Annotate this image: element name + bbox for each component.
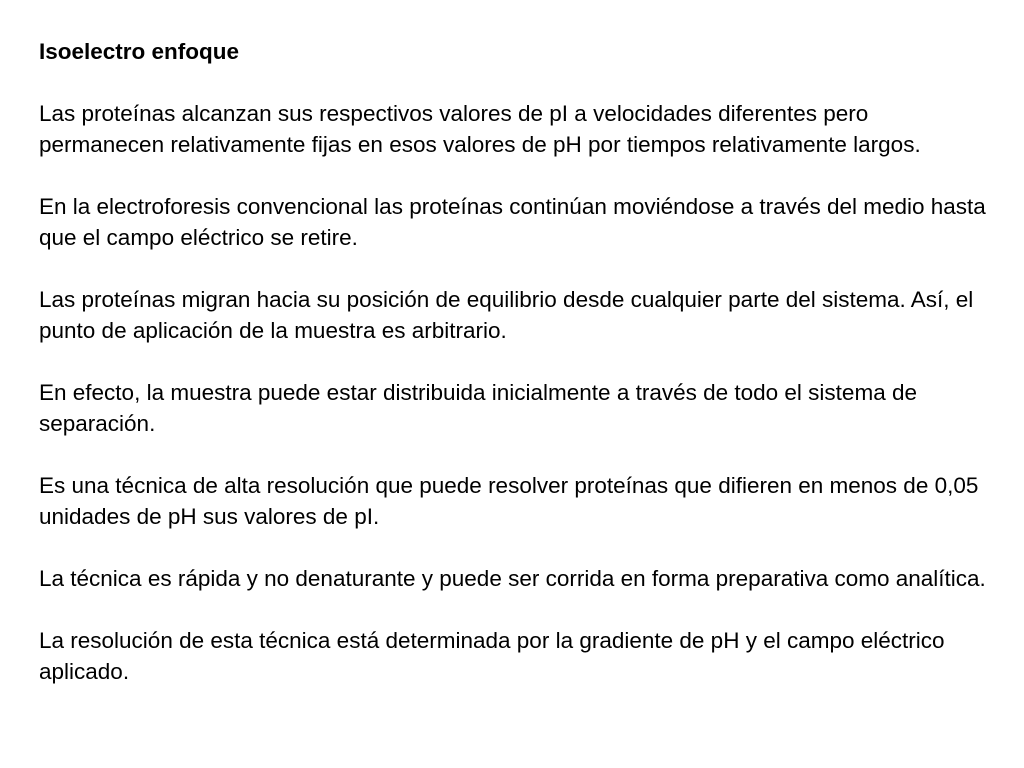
paragraph-4: En efecto, la muestra puede estar distribuida inicialmente a través de todo el sistema de separación. <box>39 380 917 436</box>
paragraph-2: En la electroforesis convencional las proteínas continúan moviéndose a través del medio hasta que el campo eléctrico se retire. <box>39 194 986 250</box>
paragraph-3: Las proteínas migran hacia su posición de equilibrio desde cualquier parte del sistema. Así, el punto de aplicación de la muestra es arbitrario. <box>39 287 974 343</box>
paragraph-7: La resolución de esta técnica está determinada por la gradiente de pH y el campo eléctrico aplicado. <box>39 628 945 684</box>
paragraph-5: Es una técnica de alta resolución que puede resolver proteínas que difieren en menos de 0,05 unidades de pH sus valores de pI. <box>39 473 979 529</box>
paragraph-1: Las proteínas alcanzan sus respectivos valores de pI a velocidades diferentes pero permanecen relativamente fijas en esos valores de pH por tiempos relativamente largos. <box>39 101 921 157</box>
slide-content <box>39 36 999 687</box>
slide-title: Isoelectro enfoque <box>39 39 240 64</box>
paragraph-6: La técnica es rápida y no denaturante y puede ser corrida en forma preparativa como analítica. <box>39 566 986 591</box>
